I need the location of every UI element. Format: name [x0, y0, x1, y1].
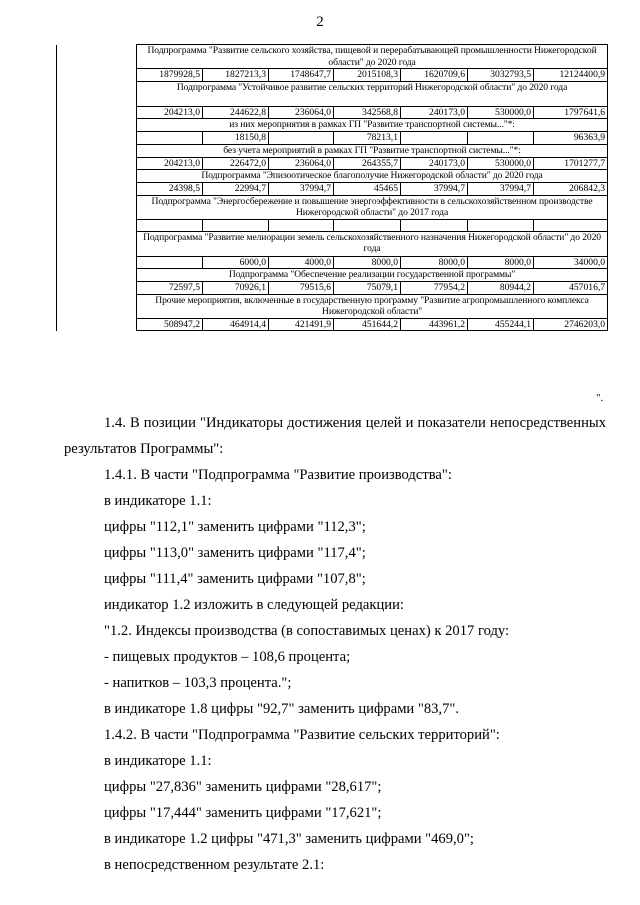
subprogram-title: Подпрограмма "Развитие сельского хозяйства, пищевой и перерабатывающей промышленности Нижегородской области" до 2020 года: [137, 45, 608, 69]
funding-values-row: [57, 318, 608, 331]
amendment-text: [64, 410, 606, 878]
funding-value-cell: 22994,7: [203, 183, 269, 196]
funding-value-cell: 18150,8: [203, 132, 269, 145]
subprogram-title: Подпрограмма "Эпизоотическое благополучие Нижегородской области" до 2020 года: [137, 170, 608, 183]
amendment-paragraph: цифры "113,0" заменить цифрами "117,4";: [104, 545, 366, 561]
funding-value-cell: 240173,0: [401, 106, 468, 119]
funding-value-cell: 1797641,6: [534, 106, 608, 119]
subprogram-title: Подпрограмма "Развитие мелиорации земель сельскохозяйственного назначения Нижегородской области" до 2020 года: [137, 231, 608, 256]
amendment-paragraph: - напитков – 103,3 процента.";: [104, 675, 292, 691]
funding-value-cell: 530000,0: [468, 106, 534, 119]
amendment-paragraph: цифры "27,836" заменить цифрами "28,617";: [104, 779, 382, 795]
funding-value-cell: 78213,1: [334, 132, 401, 145]
page-number: 2: [316, 14, 324, 30]
funding-value-cell: 8000,0: [334, 256, 401, 269]
funding-values-row: [57, 69, 608, 82]
funding-value-cell: 34000,0: [534, 256, 608, 269]
funding-value-cell: 3032793,5: [468, 69, 534, 82]
funding-value-cell: [401, 219, 468, 231]
table-closing-quote: ".: [596, 392, 604, 404]
subprogram-title: Прочие мероприятия, включенные в государственную программу "Развитие агропромышленного комплекса Нижегородской области": [137, 294, 608, 318]
funding-value-cell: 236064,0: [269, 106, 334, 119]
funding-value-cell: [334, 219, 401, 231]
funding-value-cell: 80944,2: [468, 282, 534, 295]
funding-value-cell: 2746203,0: [534, 318, 608, 331]
subprogram-header-row: [57, 170, 608, 183]
funding-value-cell: [269, 219, 334, 231]
funding-values-row: [57, 183, 608, 196]
funding-value-cell: 464914,4: [203, 318, 269, 331]
funding-value-cell: [137, 219, 203, 231]
amendment-paragraph: цифры "111,4" заменить цифрами "107,8";: [104, 571, 366, 587]
funding-value-cell: 1827213,3: [203, 69, 269, 82]
funding-table-body: [57, 45, 608, 331]
funding-value-cell: 244622,8: [203, 106, 269, 119]
funding-value-cell: [468, 132, 534, 145]
funding-value-cell: 8000,0: [468, 256, 534, 269]
funding-value-cell: 1701277,7: [534, 157, 608, 170]
amendment-paragraph: цифры "17,444" заменить цифрами "17,621";: [104, 805, 382, 821]
subprogram-title: Подпрограмма "Обеспечение реализации государственной программы": [137, 269, 608, 282]
subprogram-title: из них мероприятия в рамках ГП "Развитие транспортной системы..."*:: [137, 119, 608, 132]
funding-value-cell: [137, 256, 203, 269]
funding-value-cell: 206842,3: [534, 183, 608, 196]
funding-table: [56, 44, 608, 331]
funding-value-cell: 451644,2: [334, 318, 401, 331]
funding-value-cell: 72597,5: [137, 282, 203, 295]
funding-value-cell: 77954,2: [401, 282, 468, 295]
amendment-paragraph: - пищевых продуктов – 108,6 процента;: [104, 649, 351, 665]
funding-value-cell: 240173,0: [401, 157, 468, 170]
funding-values-row: [57, 256, 608, 269]
subprogram-header-row: [57, 231, 608, 256]
amendment-paragraph: в индикаторе 1.8 цифры "92,7" заменить цифрами "83,7".: [104, 701, 459, 717]
amendment-paragraph: 1.4. В позиции "Индикаторы достижения целей и показатели непосредственных результатов Программы":: [64, 415, 606, 457]
amendment-paragraph: цифры "112,1" заменить цифрами "112,3";: [104, 519, 366, 535]
subprogram-header-row: [57, 195, 608, 219]
subprogram-title: без учета мероприятий в рамках ГП "Развитие транспортной системы..."*:: [137, 144, 608, 157]
amendment-paragraph: "1.2. Индексы производства (в сопоставимых ценах) к 2017 году:: [104, 623, 510, 639]
amendment-paragraph: в непосредственном результате 2.1:: [104, 857, 325, 873]
funding-value-cell: 2015108,3: [334, 69, 401, 82]
funding-value-cell: 226472,0: [203, 157, 269, 170]
funding-values-row: [57, 219, 608, 231]
funding-value-cell: 455244,1: [468, 318, 534, 331]
table-left-column: [57, 45, 137, 331]
funding-value-cell: 236064,0: [269, 157, 334, 170]
subprogram-header-row: [57, 269, 608, 282]
funding-value-cell: 70926,1: [203, 282, 269, 295]
funding-value-cell: 1879928,5: [137, 69, 203, 82]
funding-value-cell: 8000,0: [401, 256, 468, 269]
funding-value-cell: 204213,0: [137, 157, 203, 170]
funding-value-cell: 421491,9: [269, 318, 334, 331]
subprogram-title: Подпрограмма "Устойчивое развитие сельских территорий Нижегородской области" до 2020 года: [137, 81, 608, 106]
funding-value-cell: 75079,1: [334, 282, 401, 295]
funding-value-cell: 79515,6: [269, 282, 334, 295]
funding-value-cell: [468, 219, 534, 231]
funding-value-cell: 37994,7: [401, 183, 468, 196]
amendment-paragraph: 1.4.1. В части "Подпрограмма "Развитие производства":: [104, 467, 452, 483]
funding-value-cell: 37994,7: [468, 183, 534, 196]
funding-value-cell: 342568,8: [334, 106, 401, 119]
funding-value-cell: 12124400,9: [534, 69, 608, 82]
funding-value-cell: 6000,0: [203, 256, 269, 269]
funding-value-cell: 443961,2: [401, 318, 468, 331]
subprogram-header-row: [57, 45, 608, 69]
subprogram-header-row: [57, 294, 608, 318]
amendment-paragraph: в индикаторе 1.2 цифры "471,3" заменить цифрами "469,0";: [104, 831, 474, 847]
amendment-paragraph: 1.4.2. В части "Подпрограмма "Развитие сельских территорий":: [104, 727, 500, 743]
funding-value-cell: [534, 219, 608, 231]
funding-value-cell: [203, 219, 269, 231]
funding-value-cell: 204213,0: [137, 106, 203, 119]
subprogram-header-row: [57, 144, 608, 157]
funding-value-cell: 4000,0: [269, 256, 334, 269]
funding-value-cell: 37994,7: [269, 183, 334, 196]
funding-value-cell: 1620709,6: [401, 69, 468, 82]
amendment-paragraph: индикатор 1.2 изложить в следующей редакции:: [104, 597, 404, 613]
funding-values-row: [57, 157, 608, 170]
funding-values-row: [57, 282, 608, 295]
funding-value-cell: 45465: [334, 183, 401, 196]
funding-value-cell: 96363,9: [534, 132, 608, 145]
amendment-paragraph: в индикаторе 1.1:: [104, 753, 212, 769]
funding-values-row: [57, 106, 608, 119]
amendment-paragraph: в индикаторе 1.1:: [104, 493, 212, 509]
funding-value-cell: 457016,7: [534, 282, 608, 295]
funding-value-cell: [269, 132, 334, 145]
funding-value-cell: 508947,2: [137, 318, 203, 331]
funding-value-cell: 264355,7: [334, 157, 401, 170]
funding-value-cell: 1748647,7: [269, 69, 334, 82]
subprogram-header-row: [57, 81, 608, 106]
subprogram-header-row: [57, 119, 608, 132]
funding-value-cell: [401, 132, 468, 145]
subprogram-title: Подпрограмма "Энергосбережение и повышение энергоэффективности в сельскохозяйственном производстве Нижегородской области" до 2017 года: [137, 195, 608, 219]
funding-value-cell: 530000,0: [468, 157, 534, 170]
funding-values-row: [57, 132, 608, 145]
funding-value-cell: 24398,5: [137, 183, 203, 196]
funding-value-cell: [137, 132, 203, 145]
